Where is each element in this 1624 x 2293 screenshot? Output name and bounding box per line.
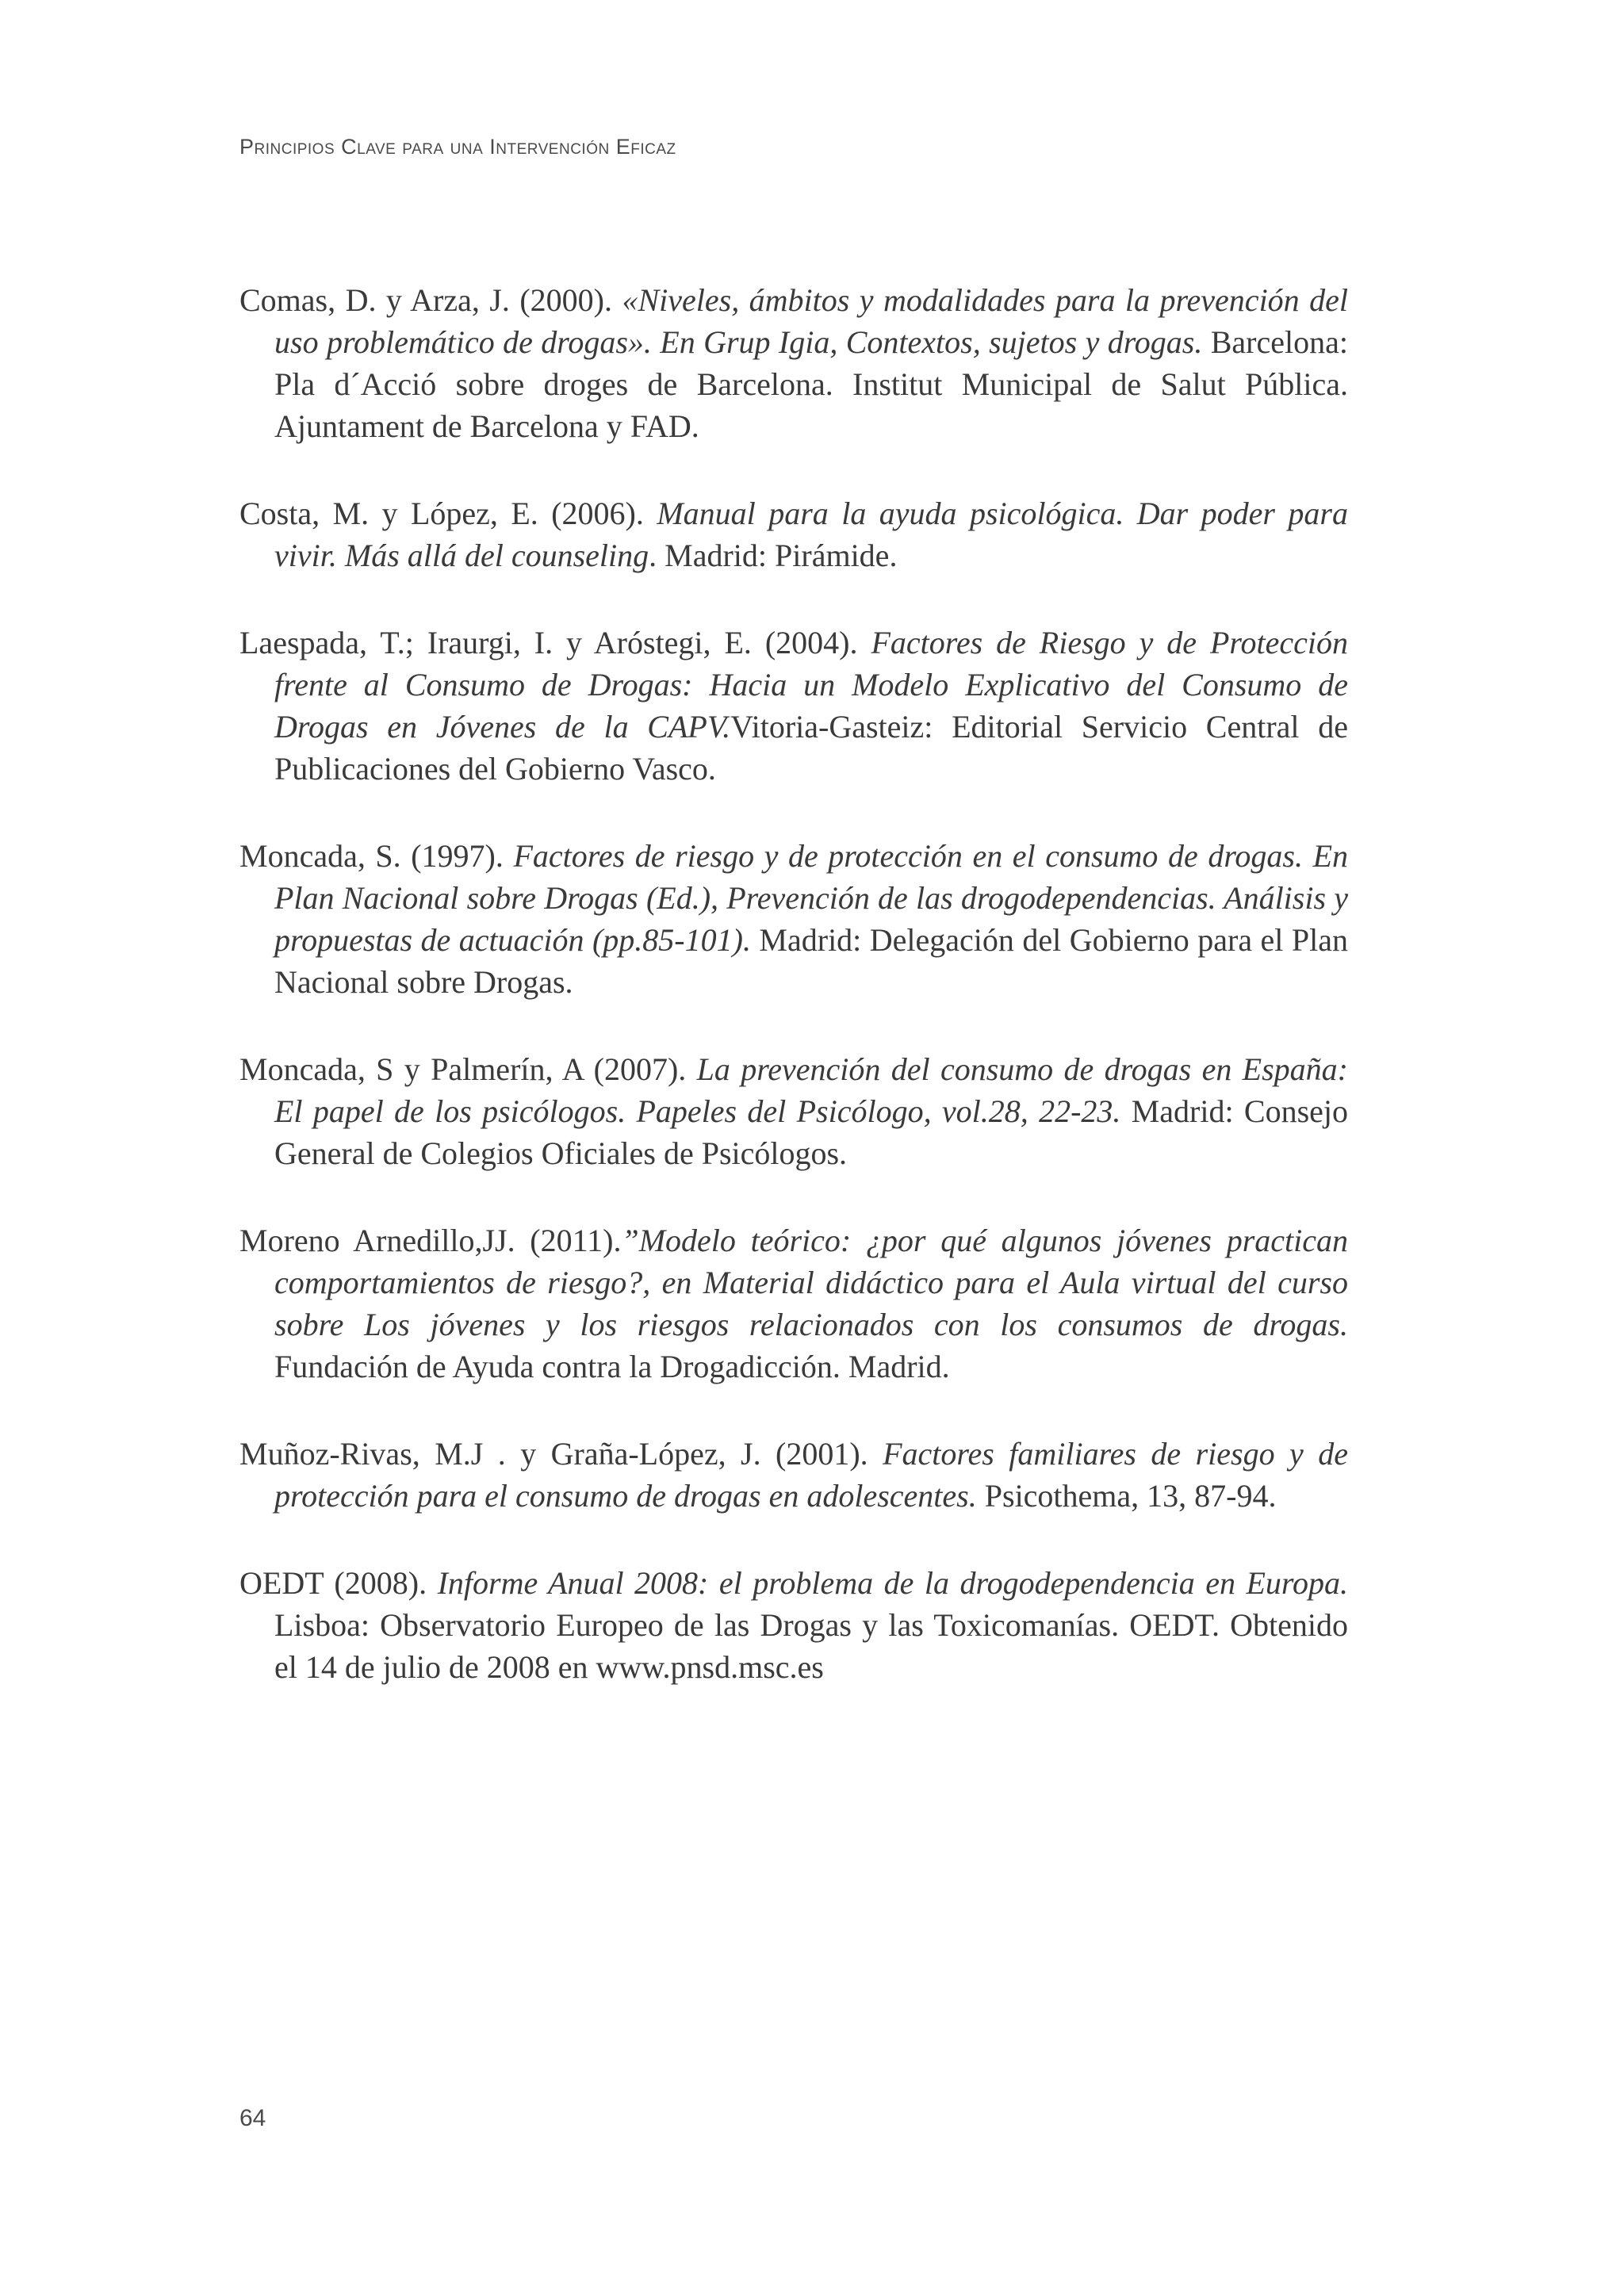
reference-publisher: Barcelona: Pla d´Acció sobre droges de Barcelona. Institut Municipal de Salut Pública. Ajuntament de Barcelona y FAD. bbox=[274, 324, 1348, 444]
reference-publisher: Madrid: Consejo General de Colegios Oficiales de Psicólogos. bbox=[274, 1093, 1349, 1171]
reference-item bbox=[239, 1219, 1348, 1388]
reference-author: Comas, D. y Arza, J. (2000). bbox=[239, 282, 622, 318]
reference-author: Moncada, S. (1997). bbox=[239, 838, 514, 874]
reference-publisher: Psicothema, 13, 87-94. bbox=[976, 1478, 1277, 1514]
reference-title: ”Modelo teórico: ¿por qué algunos jóvenes practican comportamientos de riesgo?, en Material didáctico para el Aula virtual del curso sobre Los jóvenes y los riesgos relacionados con los consumos de drogas. bbox=[274, 1223, 1349, 1342]
reference-title: Manual para la ayuda psicológica. Dar poder para vivir. Más allá del counseling bbox=[274, 496, 1349, 573]
reference-publisher: Fundación de Ayuda contra la Drogadicción. Madrid. bbox=[274, 1349, 950, 1384]
reference-title: Factores familiares de riesgo y de protección para el consumo de drogas en adolescentes. bbox=[274, 1436, 1348, 1514]
reference-author: Costa, M. y López, E. (2006). bbox=[239, 496, 657, 531]
page-number: 64 bbox=[239, 2105, 266, 2131]
reference-publisher: Madrid: Delegación del Gobierno para el Plan Nacional sobre Drogas. bbox=[274, 922, 1349, 1000]
reference-item bbox=[239, 835, 1348, 1003]
reference-title: La prevención del consumo de drogas en España: El papel de los psicólogos. Papeles del Psicólogo, vol.28, 22-23. bbox=[274, 1051, 1348, 1129]
reference-item bbox=[239, 492, 1348, 576]
reference-author: Moncada, S y Palmerín, A (2007). bbox=[239, 1051, 697, 1087]
reference-author: OEDT (2008). bbox=[239, 1565, 438, 1601]
reference-item bbox=[239, 622, 1348, 790]
running-header: Principios Clave para una Intervención Eficaz bbox=[239, 135, 676, 159]
reference-author: Laespada, T.; Iraurgi, I. y Aróstegi, E. (2004). bbox=[239, 625, 871, 660]
reference-item bbox=[239, 1048, 1348, 1174]
reference-item bbox=[239, 279, 1348, 447]
reference-publisher: Lisboa: Observatorio Europeo de las Drogas y las Toxicomanías. OEDT. Obtenido el 14 de julio de 2008 en www.pnsd.msc.es bbox=[274, 1607, 1348, 1685]
reference-title: Factores de Riesgo y de Protección frente al Consumo de Drogas: Hacia un Modelo Explicativo del Consumo de Drogas en Jóvenes de la CAPV. bbox=[274, 625, 1348, 745]
reference-author: Moreno Arnedillo,JJ. (2011). bbox=[239, 1223, 622, 1258]
reference-publisher: Vitoria-Gasteiz: Editorial Servicio Central de Publicaciones del Gobierno Vasco. bbox=[274, 709, 1348, 787]
reference-item bbox=[239, 1433, 1348, 1517]
reference-title: Factores de riesgo y de protección en el consumo de drogas. En Plan Nacional sobre Drogas (Ed.), Prevención de las drogodependencias. Análisis y propuestas de actuación (pp.85-101). bbox=[274, 838, 1348, 958]
reference-title: Informe Anual 2008: el problema de la drogodependencia en Europa. bbox=[437, 1565, 1348, 1601]
reference-list bbox=[239, 279, 1348, 1733]
reference-author: Muñoz-Rivas, M.J . y Graña-López, J. (2001). bbox=[239, 1436, 883, 1472]
reference-publisher: . Madrid: Pirámide. bbox=[649, 538, 898, 573]
reference-title: «Niveles, ámbitos y modalidades para la prevención del uso problemático de drogas». En Grup Igia, Contextos, sujetos y drogas. bbox=[274, 282, 1349, 360]
reference-item bbox=[239, 1562, 1348, 1688]
